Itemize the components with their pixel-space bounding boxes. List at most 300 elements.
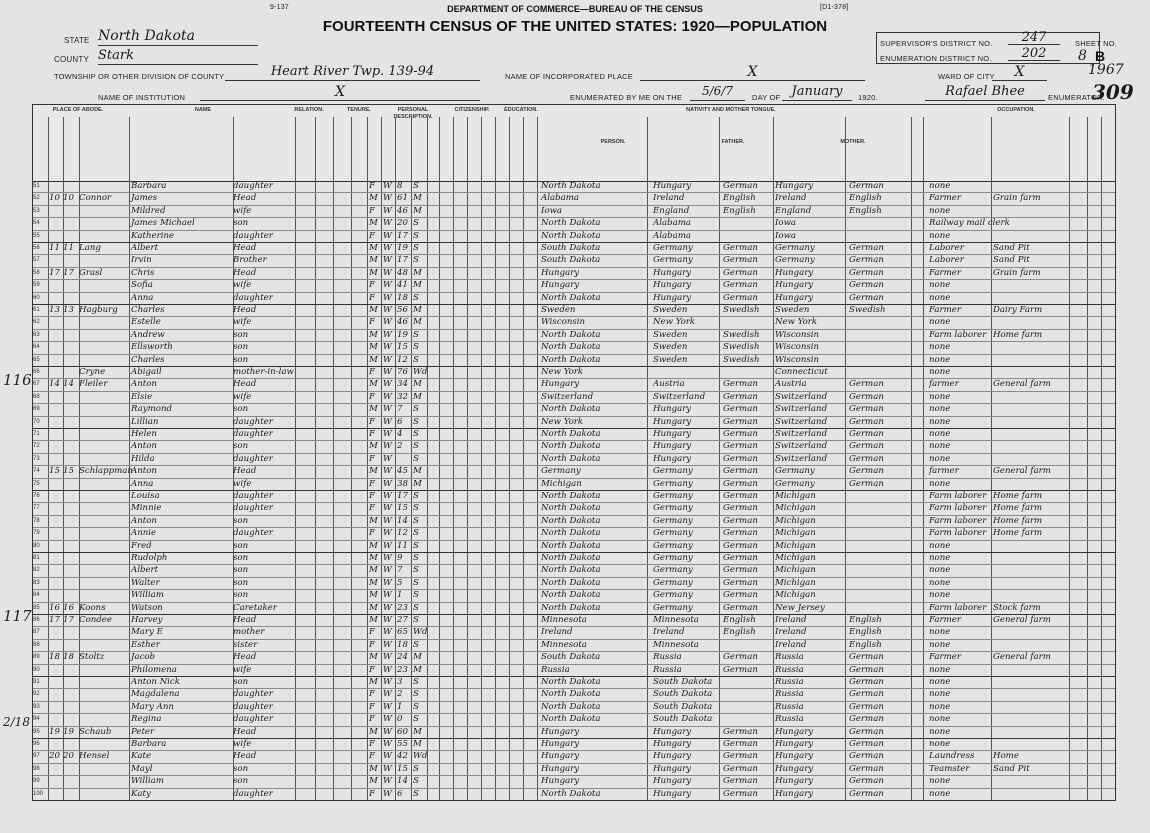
cell-rel: Head bbox=[233, 652, 257, 663]
cell-fam bbox=[63, 664, 77, 676]
sheet-side: B bbox=[1095, 48, 1106, 64]
cell-rel: Head bbox=[233, 726, 257, 737]
cell-ind bbox=[993, 416, 1063, 428]
cell-occ: Farmer bbox=[929, 652, 961, 663]
cell-place: Alabama bbox=[541, 193, 579, 204]
cell-fam bbox=[63, 341, 77, 353]
cell-mtongue bbox=[849, 552, 909, 564]
cell-sur bbox=[79, 552, 131, 564]
cell-occ: none bbox=[929, 639, 951, 650]
cell-n: 96 bbox=[33, 741, 40, 747]
cell-sex: M bbox=[369, 404, 378, 415]
cell-mar: Wd bbox=[413, 751, 428, 762]
cell-n: 67 bbox=[33, 381, 40, 388]
cell-mtongue: German bbox=[849, 243, 884, 253]
cell-given: Elsie bbox=[131, 391, 153, 402]
cell-race: W bbox=[383, 677, 392, 687]
cell-fam bbox=[63, 403, 77, 415]
cell-ftongue: German bbox=[723, 602, 758, 613]
cell-given: William bbox=[131, 590, 164, 601]
cell-mar: S bbox=[413, 503, 419, 514]
cell-ind bbox=[993, 403, 1063, 415]
cell-occ: none bbox=[929, 701, 951, 712]
cell-race: W bbox=[383, 367, 392, 377]
cell-mar: M bbox=[413, 193, 422, 204]
cell-sur bbox=[79, 664, 131, 676]
cell-occ: Laborer bbox=[929, 243, 964, 253]
cell-sur bbox=[79, 478, 131, 490]
cell-sex: M bbox=[369, 243, 378, 253]
cell-sur bbox=[79, 428, 131, 440]
cell-dw: 18 bbox=[49, 652, 60, 663]
cell-mplace: New Jersey bbox=[775, 602, 825, 613]
cell-dw bbox=[49, 217, 63, 229]
cell-given: Anna bbox=[131, 478, 154, 489]
cell-ind bbox=[993, 688, 1063, 700]
cell-occ: Railway mail clerk bbox=[929, 218, 1010, 229]
cell-dw bbox=[49, 205, 63, 217]
cell-ftongue: German bbox=[723, 416, 758, 427]
enumerator-value: Rafael Bhee bbox=[925, 84, 1045, 101]
cell-fam bbox=[63, 254, 77, 266]
cell-race: W bbox=[383, 763, 392, 774]
cell-mar: M bbox=[413, 652, 422, 663]
cell-mplace: Michigan bbox=[775, 565, 816, 576]
group-occupation: OCCUPATION. bbox=[997, 107, 1035, 113]
cell-age: 12 bbox=[397, 528, 408, 539]
subhead-person: PERSON. bbox=[600, 139, 626, 145]
cell-mplace: Hungary bbox=[775, 292, 814, 303]
cell-rel: son bbox=[233, 540, 249, 551]
cell-fam bbox=[63, 440, 77, 452]
cell-race: W bbox=[383, 329, 392, 340]
cell-ind bbox=[993, 292, 1063, 304]
cell-mtongue: German bbox=[849, 652, 884, 663]
header-column-line bbox=[427, 117, 428, 181]
header-column-line bbox=[315, 117, 316, 181]
header-column-line bbox=[923, 117, 924, 181]
table-row bbox=[33, 626, 1115, 639]
cell-mar: S bbox=[413, 701, 419, 712]
cell-race: W bbox=[383, 193, 392, 204]
cell-race: W bbox=[383, 466, 392, 477]
cell-ind bbox=[993, 316, 1063, 328]
cell-fam bbox=[63, 205, 77, 217]
cell-sex: M bbox=[369, 652, 378, 663]
table-row bbox=[33, 465, 1115, 478]
cell-mtongue: German bbox=[849, 292, 884, 303]
cell-place: Wisconsin bbox=[541, 317, 586, 328]
cell-race: W bbox=[383, 714, 392, 725]
cell-given: Anton bbox=[131, 515, 157, 526]
table-row bbox=[33, 750, 1115, 763]
cell-n: 53 bbox=[33, 207, 40, 214]
cell-race: W bbox=[383, 453, 392, 464]
cell-race: W bbox=[383, 528, 392, 539]
cell-ftongue: German bbox=[723, 788, 758, 799]
cell-mtongue: German bbox=[849, 776, 884, 787]
table-row bbox=[33, 763, 1115, 776]
cell-sex: F bbox=[369, 453, 375, 464]
cell-mar: S bbox=[413, 615, 419, 625]
cell-rel: wife bbox=[233, 205, 252, 216]
cell-ind: General farm bbox=[993, 652, 1051, 663]
cell-sex: F bbox=[369, 416, 375, 427]
cell-n: 100 bbox=[33, 790, 44, 797]
cell-mplace: Russia bbox=[775, 689, 804, 700]
cell-occ: none bbox=[929, 429, 951, 439]
cell-n: 77 bbox=[33, 505, 40, 512]
cell-fam bbox=[63, 738, 77, 750]
cell-sex: M bbox=[369, 354, 378, 365]
cell-age bbox=[397, 453, 411, 465]
cell-sur bbox=[79, 292, 131, 304]
cell-age: 17 bbox=[397, 255, 408, 266]
cell-place: North Dakota bbox=[541, 441, 601, 452]
cell-age: 23 bbox=[397, 602, 408, 613]
cell-race: W bbox=[383, 639, 392, 650]
supervisor-value: 247 bbox=[1008, 30, 1060, 45]
cell-sex: F bbox=[369, 367, 375, 377]
cell-sur: Koons bbox=[79, 602, 106, 613]
table-row bbox=[33, 713, 1115, 726]
cell-race: W bbox=[383, 267, 392, 278]
cell-place: Germany bbox=[541, 466, 581, 477]
cell-age: 24 bbox=[397, 652, 408, 663]
cell-mar: Wd bbox=[413, 627, 428, 638]
cell-age: 2 bbox=[397, 689, 403, 700]
cell-age: 4 bbox=[397, 429, 403, 439]
cell-dw: 13 bbox=[49, 305, 60, 315]
cell-mar: S bbox=[413, 689, 419, 700]
cell-ftongue: German bbox=[723, 453, 758, 464]
cell-dw bbox=[49, 527, 63, 539]
cell-ind: Home farm bbox=[993, 491, 1043, 501]
cell-mar: S bbox=[413, 218, 419, 229]
cell-mplace: Connecticut bbox=[775, 367, 828, 377]
cell-ftongue: German bbox=[723, 379, 758, 390]
cell-sex: F bbox=[369, 788, 375, 799]
cell-given: Albert bbox=[131, 243, 159, 253]
cell-fplace: Russia bbox=[653, 664, 682, 675]
cell-occ: none bbox=[929, 590, 951, 601]
incorporated-value: X bbox=[640, 64, 865, 81]
cell-mtongue: German bbox=[849, 751, 884, 762]
institution-label: NAME OF INSTITUTION bbox=[98, 93, 186, 102]
cell-mar: M bbox=[413, 739, 422, 749]
header-column-line bbox=[63, 117, 64, 181]
cell-ftongue: German bbox=[723, 491, 758, 501]
cell-occ: Farmer bbox=[929, 193, 961, 204]
cell-mplace: Michigan bbox=[775, 590, 816, 601]
cell-sur bbox=[79, 577, 131, 589]
cell-sur bbox=[79, 775, 131, 787]
cell-n: 71 bbox=[33, 431, 40, 437]
cell-mtongue: German bbox=[849, 726, 884, 737]
cell-age: 55 bbox=[397, 739, 408, 749]
township-label: TOWNSHIP OR OTHER DIVISION OF COUNTY bbox=[54, 72, 225, 81]
cell-rel: wife bbox=[233, 478, 252, 489]
cell-fplace: Hungary bbox=[653, 181, 692, 191]
cell-n: 64 bbox=[33, 344, 40, 351]
cell-mtongue: German bbox=[849, 739, 884, 749]
cell-ftongue: German bbox=[723, 391, 758, 402]
cell-rel: Head bbox=[233, 305, 257, 315]
cell-ftongue: German bbox=[723, 181, 758, 191]
header-column-line bbox=[381, 117, 382, 181]
cell-ftongue: German bbox=[723, 540, 758, 551]
cell-age: 61 bbox=[397, 193, 408, 204]
cell-sur bbox=[79, 230, 131, 242]
cell-occ: farmer bbox=[929, 466, 959, 477]
cell-given: Helen bbox=[131, 429, 157, 439]
cell-rel: son bbox=[233, 342, 249, 353]
institution-value: X bbox=[200, 84, 480, 101]
cell-ftongue: German bbox=[723, 776, 758, 787]
cell-given: Watson bbox=[131, 602, 163, 613]
table-row bbox=[33, 540, 1115, 553]
cell-n: 52 bbox=[33, 195, 40, 202]
group-tenure: TENURE. bbox=[346, 107, 372, 113]
cell-mar: S bbox=[413, 553, 419, 563]
header-column-line bbox=[351, 117, 352, 181]
cell-occ: Farm laborer bbox=[929, 329, 987, 340]
cell-mar: M bbox=[413, 391, 422, 402]
cell-fam bbox=[63, 316, 77, 328]
cell-ind bbox=[993, 428, 1063, 440]
cell-dw bbox=[49, 341, 63, 353]
cell-age: 32 bbox=[397, 391, 408, 402]
cell-ftongue: German bbox=[723, 255, 758, 266]
cell-fplace: Minnesota bbox=[653, 615, 699, 625]
cell-sex: M bbox=[369, 615, 378, 625]
cell-sur bbox=[79, 403, 131, 415]
cell-place: North Dakota bbox=[541, 342, 601, 353]
cell-sur bbox=[79, 453, 131, 465]
cell-place: North Dakota bbox=[541, 602, 601, 613]
cell-mplace: Ireland bbox=[775, 615, 807, 625]
header-column-line bbox=[773, 117, 774, 181]
cell-rel: daughter bbox=[233, 230, 273, 241]
cell-race: W bbox=[383, 553, 392, 563]
cell-occ: none bbox=[929, 342, 951, 353]
cell-given: Lillian bbox=[131, 416, 159, 427]
cell-dw bbox=[49, 180, 63, 192]
cell-mplace: Sweden bbox=[775, 305, 810, 315]
cell-dw bbox=[49, 478, 63, 490]
cell-ind bbox=[993, 217, 1063, 229]
cell-mplace: Switzerland bbox=[775, 453, 828, 464]
cell-ftongue bbox=[723, 316, 771, 328]
group-nativity: NATIVITY AND MOTHER TONGUE. bbox=[686, 107, 776, 113]
cell-occ: none bbox=[929, 317, 951, 328]
cell-mtongue bbox=[849, 341, 909, 353]
stamp-number-2: 309 bbox=[1092, 80, 1134, 104]
cell-sex: M bbox=[369, 218, 378, 229]
cell-mar: S bbox=[413, 788, 419, 799]
stamp-number: 1967 bbox=[1088, 62, 1124, 78]
cell-age: 5 bbox=[397, 577, 403, 588]
cell-sur bbox=[79, 490, 131, 502]
cell-mar: M bbox=[413, 466, 422, 477]
cell-mplace: Michigan bbox=[775, 577, 816, 588]
cell-fplace: Minnesota bbox=[653, 639, 699, 650]
cell-race: W bbox=[383, 243, 392, 253]
cell-n: 78 bbox=[33, 517, 40, 524]
cell-mplace: Michigan bbox=[775, 528, 816, 539]
table-row bbox=[33, 589, 1115, 602]
enumerator-label: ENUMERATOR. bbox=[1048, 93, 1105, 102]
cell-sex: F bbox=[369, 491, 375, 501]
cell-mplace: Ireland bbox=[775, 193, 807, 204]
cell-occ: none bbox=[929, 788, 951, 799]
cell-ftongue: German bbox=[723, 652, 758, 663]
header-column-line bbox=[395, 117, 396, 181]
cell-ind bbox=[993, 589, 1063, 601]
cell-ind bbox=[993, 701, 1063, 713]
cell-race: W bbox=[383, 590, 392, 601]
cell-n: 84 bbox=[33, 592, 40, 599]
cell-n: 68 bbox=[33, 393, 40, 400]
cell-ind bbox=[993, 205, 1063, 217]
cell-rel: daughter bbox=[233, 416, 273, 427]
cell-age: 15 bbox=[397, 503, 408, 514]
cell-ind bbox=[993, 180, 1063, 192]
cell-dw bbox=[49, 540, 63, 552]
cell-n: 95 bbox=[33, 728, 40, 735]
cell-age: 19 bbox=[397, 243, 408, 253]
cell-race: W bbox=[383, 404, 392, 415]
cell-fam bbox=[63, 775, 77, 787]
cell-ftongue: German bbox=[723, 267, 758, 278]
cell-rel: mother bbox=[233, 627, 265, 638]
cell-mar: S bbox=[413, 602, 419, 613]
cell-mplace: Michigan bbox=[775, 540, 816, 551]
cell-mtongue bbox=[849, 329, 909, 341]
cell-rel: Head bbox=[233, 267, 257, 278]
cell-dw bbox=[49, 701, 63, 713]
cell-occ: none bbox=[929, 230, 951, 241]
cell-mtongue: English bbox=[849, 205, 882, 216]
cell-n: 93 bbox=[33, 703, 40, 710]
cell-occ: none bbox=[929, 553, 951, 563]
table-row bbox=[33, 515, 1115, 528]
page-title: FOURTEENTH CENSUS OF THE UNITED STATES: 1920—POPULATION bbox=[322, 18, 828, 35]
cell-fam bbox=[63, 763, 77, 775]
cell-sex: M bbox=[369, 577, 378, 588]
cell-sur bbox=[79, 279, 131, 291]
cell-dw: 11 bbox=[49, 243, 60, 253]
cell-race: W bbox=[383, 280, 392, 291]
cell-n: 56 bbox=[33, 245, 40, 251]
enum-district-label: ENUMERATION DISTRICT NO. bbox=[880, 54, 992, 63]
cell-dw bbox=[49, 416, 63, 428]
cell-ind: General farm bbox=[993, 615, 1051, 625]
cell-ind: Home farm bbox=[993, 503, 1043, 514]
cell-dw bbox=[49, 639, 63, 651]
cell-ind bbox=[993, 713, 1063, 725]
cell-ind bbox=[993, 540, 1063, 552]
cell-sex: F bbox=[369, 664, 375, 675]
month-value: January bbox=[782, 84, 852, 101]
cell-mtongue: English bbox=[849, 615, 882, 625]
cell-given: Louisa bbox=[131, 491, 160, 501]
cell-given: Barbara bbox=[131, 181, 167, 191]
cell-dw bbox=[49, 254, 63, 266]
header-column-line bbox=[333, 117, 334, 181]
cell-mar: M bbox=[413, 379, 422, 390]
table-row bbox=[33, 676, 1115, 689]
state-value: North Dakota bbox=[98, 28, 258, 46]
cell-ftongue: German bbox=[723, 577, 758, 588]
group-personal: PERSONAL DESCRIPTION. bbox=[393, 107, 433, 120]
cell-mar: S bbox=[413, 565, 419, 576]
cell-rel: Head bbox=[233, 379, 257, 390]
cell-mtongue: German bbox=[849, 255, 884, 266]
cell-place: Minnesota bbox=[541, 639, 587, 650]
cell-rel: Head bbox=[233, 193, 257, 204]
table-row bbox=[33, 230, 1115, 243]
table-row bbox=[33, 664, 1115, 677]
cell-fplace: Germany bbox=[653, 540, 693, 551]
cell-ftongue: German bbox=[723, 664, 758, 675]
cell-fplace: Hungary bbox=[653, 267, 692, 278]
cell-fplace: Ireland bbox=[653, 627, 685, 638]
cell-fplace: Hungary bbox=[653, 292, 692, 303]
cell-place: North Dakota bbox=[541, 590, 601, 601]
cell-mplace: Switzerland bbox=[775, 391, 828, 402]
cell-fplace: South Dakota bbox=[653, 701, 713, 712]
cell-ind bbox=[993, 738, 1063, 750]
cell-age: 41 bbox=[397, 280, 408, 291]
cell-dw bbox=[49, 577, 63, 589]
cell-ftongue: English bbox=[723, 627, 756, 638]
table-row bbox=[33, 639, 1115, 652]
cell-sex: M bbox=[369, 267, 378, 278]
cell-mar: M bbox=[413, 267, 422, 278]
cell-sur bbox=[79, 515, 131, 527]
cell-place: Hungary bbox=[541, 267, 580, 278]
cell-ftongue: Swedish bbox=[723, 354, 760, 365]
cell-dw bbox=[49, 366, 63, 378]
table-row bbox=[33, 366, 1115, 379]
cell-fplace: Hungary bbox=[653, 453, 692, 464]
cell-n: 51 bbox=[33, 183, 40, 189]
cell-n: 57 bbox=[33, 257, 40, 264]
cell-mar: S bbox=[413, 714, 419, 725]
cell-given: Katherine bbox=[131, 230, 175, 241]
header-column-line bbox=[233, 117, 234, 181]
cell-n: 99 bbox=[33, 778, 40, 785]
cell-mar: M bbox=[413, 478, 422, 489]
cell-age: 27 bbox=[397, 615, 408, 625]
cell-sur: Hensel bbox=[79, 751, 110, 762]
header-column-line bbox=[411, 117, 412, 181]
cell-mar: M bbox=[413, 317, 422, 328]
cell-age: 2 bbox=[397, 441, 403, 452]
cell-dw bbox=[49, 403, 63, 415]
cell-ind: Sand Pit bbox=[993, 243, 1030, 253]
cell-mtongue: German bbox=[849, 701, 884, 712]
cell-mar: S bbox=[413, 342, 419, 353]
cell-ind: Stock farm bbox=[993, 602, 1041, 613]
cell-given: Charles bbox=[131, 354, 165, 365]
cell-race: W bbox=[383, 305, 392, 315]
cell-dw bbox=[49, 589, 63, 601]
cell-race: W bbox=[383, 391, 392, 402]
cell-mar: S bbox=[413, 416, 419, 427]
cell-place: North Dakota bbox=[541, 540, 601, 551]
